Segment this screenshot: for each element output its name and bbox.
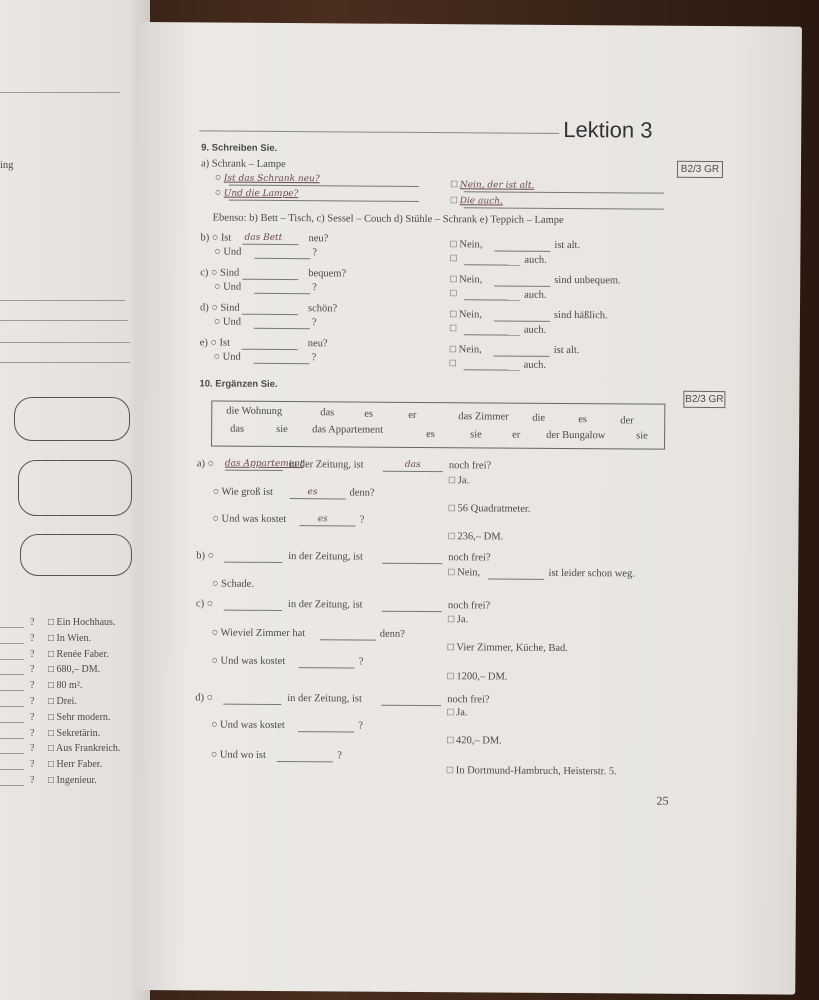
- text: □ Ja.: [447, 614, 469, 626]
- left-page: [0, 0, 150, 1000]
- text: ?: [358, 720, 363, 732]
- text: ○ Und: [213, 316, 242, 328]
- text: □: [450, 288, 457, 300]
- blank-line: [242, 244, 298, 245]
- question-mark: ?: [30, 759, 35, 771]
- question-mark: ?: [30, 648, 35, 660]
- text: □ In Dortmund-Hambruch, Heisterstr. 5.: [446, 765, 617, 778]
- handwritten-answer: das Bett: [244, 232, 283, 243]
- handwritten-answer: Nein, der ist alt.: [459, 180, 535, 191]
- word-option: es: [364, 408, 374, 420]
- page-number: 25: [656, 793, 669, 808]
- text: □ Vier Zimmer, Küche, Bad.: [447, 642, 568, 655]
- text: □: [450, 253, 457, 265]
- text: schön?: [307, 303, 338, 315]
- text: □ 420,– DM.: [446, 735, 502, 747]
- handwritten-answer: Ist das Schrank neu?: [223, 173, 320, 185]
- text: □ Nein,: [449, 344, 482, 356]
- answer-item: □ Herr Faber.: [48, 759, 103, 771]
- blank-line: [320, 639, 376, 640]
- ebenso-instruction: Ebenso: b) Bett – Tisch, c) Sessel – Couch d) Stühle – Schrank e) Teppich – Lampe: [212, 212, 564, 226]
- word-option: es: [578, 414, 588, 426]
- question-mark: ?: [30, 743, 35, 755]
- blank-line: [254, 363, 310, 364]
- blank-line: [224, 562, 282, 563]
- blank-line: [382, 611, 442, 612]
- exercise-10-title: 10. Ergänzen Sie.: [199, 378, 278, 390]
- text: ○ Wieviel Zimmer hat: [211, 627, 306, 640]
- text: □ Nein,: [449, 309, 483, 321]
- text: bequem?: [308, 268, 347, 280]
- text: [0, 785, 24, 786]
- text: In Wien.: [56, 632, 91, 644]
- text: □ Die auch.: [450, 195, 503, 207]
- text: ○ Ist das Schrank neu?: [214, 172, 320, 185]
- text: □ Nein,: [450, 274, 483, 286]
- text: Ingenieur.: [56, 775, 97, 786]
- text: Drei.: [56, 696, 77, 707]
- word-option: der Bungalow: [546, 429, 606, 442]
- text: c) ○: [195, 598, 214, 610]
- word-option: der: [620, 415, 634, 427]
- blank-line: [299, 667, 355, 668]
- text: [0, 706, 24, 707]
- answer-bubble: [20, 534, 132, 576]
- blank-line: [223, 704, 281, 705]
- text: ?: [312, 247, 318, 259]
- text: auch.: [524, 289, 547, 301]
- blank-line: [254, 258, 310, 259]
- answer-item: □ 80 m².: [48, 680, 83, 692]
- text: [0, 738, 24, 739]
- question-mark: ?: [30, 711, 35, 723]
- text: in der Zeitung, ist: [288, 551, 363, 563]
- text: denn?: [379, 628, 405, 640]
- text: e) ○ Ist: [199, 337, 231, 349]
- blank-line: [383, 471, 443, 472]
- blank-line: [489, 578, 545, 579]
- text: □ Ja.: [448, 475, 470, 487]
- text: ist leider schon weg.: [548, 567, 635, 580]
- blank-line: [254, 293, 310, 294]
- text: ?: [311, 317, 317, 329]
- blank-line: [300, 525, 356, 526]
- blank-line: [225, 470, 283, 471]
- answer-item: □ 680,– DM.: [48, 664, 101, 676]
- answer-item: □ Sehr modern.: [48, 711, 111, 723]
- text: [212, 402, 664, 442]
- text: □ Ja.: [447, 707, 468, 719]
- blank-line: [381, 705, 441, 706]
- word-box: [211, 401, 665, 450]
- text: ?: [311, 352, 317, 364]
- answer-item: □ Drei.: [48, 696, 77, 707]
- blank-line: [229, 185, 419, 187]
- question-mark: ?: [30, 727, 35, 739]
- text: Ein Hochhaus.: [56, 617, 116, 628]
- text: noch frei?: [447, 600, 491, 612]
- text: das: [404, 459, 421, 470]
- word-option: er: [512, 429, 521, 441]
- answer-item: □ In Wien.: [48, 632, 91, 644]
- text: □ Nein,: [448, 567, 481, 579]
- text: in der Zeitung, ist: [288, 459, 364, 471]
- blank-line: [382, 563, 442, 564]
- text: □ 236,– DM.: [448, 531, 504, 543]
- text: □: [449, 358, 457, 370]
- text: ○ Und was kostet: [211, 719, 285, 732]
- text: Herr Faber.: [56, 759, 103, 771]
- blank-line: [254, 328, 310, 329]
- question-mark: ?: [30, 664, 35, 676]
- word-option: das Appartement: [312, 424, 384, 436]
- text: d) ○ Sind: [199, 302, 240, 314]
- handwritten-answer: Und die Lampe?: [223, 188, 299, 200]
- text: ○ Und die Lampe?: [214, 187, 299, 200]
- divider: [0, 92, 120, 93]
- text: ?: [358, 656, 364, 668]
- text: neu?: [308, 233, 329, 245]
- blank-line: [298, 731, 354, 732]
- text: ist alt.: [553, 344, 580, 357]
- blank-line: [464, 299, 520, 300]
- text: noch frei?: [447, 694, 490, 706]
- text-fragment: ing: [0, 160, 14, 171]
- text: noch frei?: [448, 552, 491, 564]
- blank-line: [464, 334, 520, 335]
- text: ○ Und was kostet: [212, 513, 287, 526]
- answer-bubble: [14, 397, 130, 441]
- grammar-reference: B2/3 GR: [683, 391, 725, 408]
- word-option: das: [320, 407, 335, 419]
- question-mark: ?: [30, 775, 35, 786]
- workbook-page: [133, 22, 802, 995]
- text: Sehr modern.: [56, 711, 111, 723]
- text: in der Zeitung, ist: [287, 599, 363, 611]
- lesson-title: Lektion 3: [563, 116, 653, 143]
- blank-line: [464, 369, 520, 370]
- text: [0, 769, 24, 770]
- text: d) ○: [195, 692, 214, 704]
- blank-line: [464, 191, 664, 193]
- text: sind unbequem.: [554, 274, 621, 287]
- blank-line: [464, 264, 520, 265]
- text: auch.: [523, 359, 547, 371]
- text: ?: [359, 514, 365, 526]
- text: ?: [312, 282, 317, 294]
- writing-line: [0, 320, 128, 321]
- blank-line: [277, 761, 333, 762]
- text: ?: [337, 750, 342, 762]
- text: neu?: [307, 338, 328, 350]
- word-option: die: [532, 412, 546, 424]
- text: 80 m².: [56, 680, 83, 692]
- handwritten-answer: das Appartement: [224, 458, 304, 470]
- blank-line: [289, 498, 345, 499]
- blank-line: [494, 355, 550, 356]
- text: c) ○ Sind: [200, 267, 240, 279]
- text: □ 56 Quadratmeter.: [448, 503, 531, 515]
- answer-item: □ Sekretärin.: [48, 727, 101, 739]
- blank-line: [242, 279, 298, 280]
- word-option: das: [230, 423, 245, 435]
- text: [0, 659, 24, 660]
- blank-line: [494, 250, 550, 251]
- word-option: er: [408, 409, 417, 421]
- blank-line: [224, 610, 282, 611]
- answer-item: □ Aus Frankreich.: [48, 743, 121, 755]
- answer-item: □ Ein Hochhaus.: [48, 617, 116, 628]
- text: [0, 722, 24, 723]
- word-option: die Wohnung: [226, 405, 283, 418]
- text: ○ Und was kostet: [211, 655, 286, 668]
- text: ist alt.: [554, 239, 581, 252]
- blank-line: [494, 285, 550, 286]
- question-mark: ?: [30, 680, 35, 692]
- writing-line: [0, 300, 125, 301]
- text: es: [307, 487, 318, 498]
- text: ○ Und: [213, 351, 241, 363]
- text: [0, 643, 24, 644]
- answer-item: □ Renée Faber.: [48, 648, 109, 660]
- header-rule: [199, 130, 559, 134]
- text: noch frei?: [448, 460, 492, 472]
- text: □ Nein, der ist alt.: [450, 179, 535, 191]
- text: ○ Wie groß ist: [212, 486, 274, 498]
- word-option: das Zimmer: [458, 411, 509, 423]
- text: auch.: [524, 254, 547, 266]
- writing-line: [0, 342, 130, 343]
- text: [0, 627, 24, 628]
- text: Renée Faber.: [56, 648, 109, 660]
- word-option: sie: [470, 429, 482, 441]
- text: □ Nein,: [450, 239, 483, 251]
- word-option: sie: [636, 430, 648, 442]
- text: Sekretärin.: [56, 727, 101, 739]
- item-a-label: a) Schrank – Lampe: [200, 158, 286, 171]
- word-option: sie: [276, 423, 288, 436]
- word-option: es: [426, 429, 435, 441]
- text: b) ○: [196, 550, 215, 562]
- blank-line: [242, 314, 298, 315]
- answer-bubble: [18, 460, 132, 516]
- handwritten-answer: Die auch.: [459, 196, 503, 207]
- text: □: [449, 323, 457, 335]
- exercise-9-title: 9. Schreiben Sie.: [201, 142, 278, 154]
- blank-line: [494, 320, 550, 321]
- text: ○ Und: [214, 246, 242, 258]
- text: denn?: [349, 487, 375, 499]
- blank-line: [242, 349, 298, 350]
- text: ○ Und: [214, 281, 242, 293]
- answer-item: □ Ingenieur.: [48, 775, 97, 786]
- text: [0, 690, 24, 691]
- question-mark: ?: [30, 617, 35, 628]
- question-mark: ?: [30, 632, 35, 644]
- text: sind häßlich.: [553, 309, 608, 322]
- text: b) ○ Ist: [200, 232, 232, 244]
- text: ○ Und wo ist: [210, 749, 266, 761]
- text: auch.: [523, 324, 547, 336]
- blank-line: [464, 207, 664, 209]
- question-mark: ?: [30, 696, 35, 707]
- text: 680,– DM.: [56, 664, 101, 676]
- text: □ 1200,– DM.: [447, 671, 508, 683]
- text: a) ○: [196, 458, 215, 470]
- blank-line: [229, 200, 419, 202]
- text: es: [317, 514, 328, 525]
- writing-line: [0, 362, 130, 363]
- text: [0, 753, 24, 754]
- text: in der Zeitung, ist: [287, 693, 362, 705]
- grammar-reference: B2/3 GR: [677, 161, 723, 178]
- text: ○ Schade.: [212, 578, 255, 590]
- text: Aus Frankreich.: [56, 743, 121, 755]
- text: [0, 674, 24, 675]
